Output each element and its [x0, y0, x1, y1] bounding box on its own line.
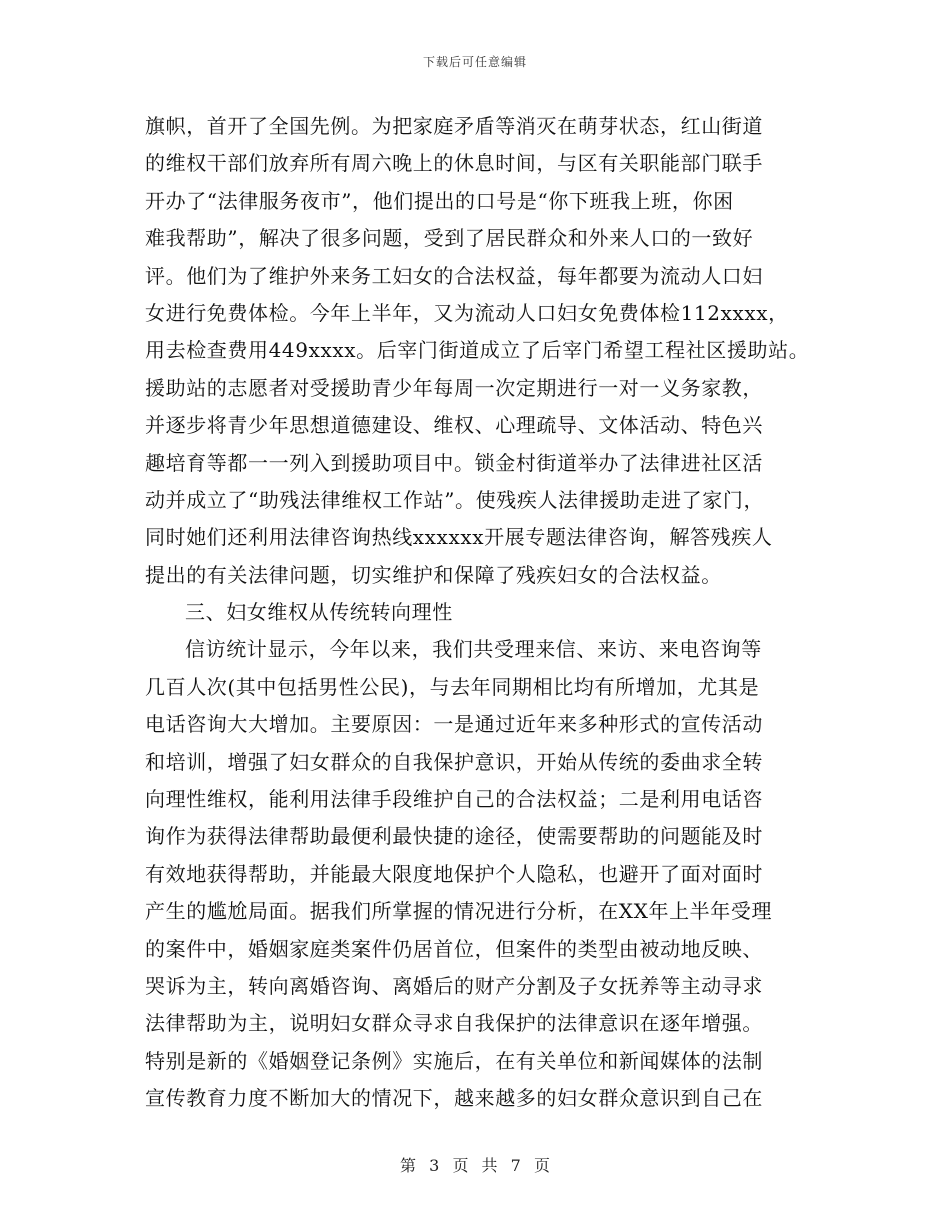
text-line: 同时她们还利用法律咨询热线xxxxxx开展专题法律咨询，解答残疾人	[145, 525, 773, 550]
text-line: 产生的尴尬局面。据我们所掌握的情况进行分析，在XX年上半年受理	[145, 899, 773, 924]
footer-suffix: 页	[533, 1156, 550, 1175]
footer-page-word: 页	[452, 1156, 469, 1175]
total-pages-number: 7	[510, 1156, 521, 1175]
text-line: 的案件中，婚姻家庭类案件仍居首位，但案件的类型由被动地反映、	[145, 936, 763, 961]
text-line: 几百人次(其中包括男性公民)，与去年同期相比均有所增加，尤其是	[145, 674, 760, 699]
paragraph-first-line: 信访统计显示，今年以来，我们共受理来信、来访、来电咨询等	[185, 637, 762, 662]
footer-prefix: 第	[400, 1156, 417, 1175]
text-line: 评。他们为了维护外来务工妇女的合法权益，每年都要为流动人口妇	[145, 263, 763, 288]
header-caption: 下载后可任意编辑	[422, 55, 527, 69]
text-line: 和培训，增强了妇女群众的自我保护意识，开始从传统的委曲求全转	[145, 749, 763, 774]
text-line: 宣传教育力度不断加大的情况下，越来越多的妇女群众意识到自己在	[145, 1086, 763, 1111]
text-line: 旗帜，首开了全国先例。为把家庭矛盾等消灭在萌芽状态，红山街道	[145, 114, 763, 138]
text-line: 并逐步将青少年思想道德建设、维权、心理疏导、文体活动、特色兴	[145, 413, 763, 438]
text-line: 提出的有关法律问题，切实维护和保障了残疾妇女的合法权益。	[145, 562, 722, 587]
text-line: 电话咨询大大增加。主要原因：一是通过近年来多种形式的宣传活动	[145, 712, 763, 737]
page-header	[0, 53, 950, 70]
text-line: 援助站的志愿者对受援助青少年每周一次定期进行一对一义务家教，	[145, 375, 763, 400]
text-line: 询作为获得法律帮助最便利最快捷的途径，使需要帮助的问题能及时	[145, 824, 763, 849]
text-line: 动并成立了“助残法律维权工作站”。使残疾人法律援助走进了家门，	[145, 487, 765, 512]
footer-total-word: 共	[481, 1156, 498, 1175]
text-line: 向理性维权，能利用法律手段维护自己的合法权益；二是利用电话咨	[145, 787, 763, 812]
text-line: 特别是新的《婚姻登记条例》实施后，在有关单位和新闻媒体的法制	[145, 1048, 763, 1073]
document-body	[145, 108, 825, 1118]
text-line: 难我帮助”，解决了很多问题，受到了居民群众和外来人口的一致好	[145, 226, 754, 251]
text-line: 女进行免费体检。今年上半年，又为流动人口妇女免费体检112xxxx，	[145, 300, 789, 325]
text-line: 用去检查费用449xxxx。后宰门街道成立了后宰门希望工程社区援助站。	[145, 338, 810, 363]
text-line: 哭诉为主，转向离婚咨询、离婚后的财产分割及子女抚养等主动寻求	[145, 973, 763, 998]
text-line: 的维权干部们放弃所有周六晚上的休息时间，与区有关职能部门联手	[145, 151, 763, 176]
current-page-number: 3	[429, 1156, 440, 1175]
text-line: 有效地获得帮助，并能最大限度地保护个人隐私，也避开了面对面时	[145, 861, 763, 886]
section-heading: 三、妇女维权从传统转向理性	[185, 600, 453, 625]
page-footer	[0, 1153, 950, 1176]
text-line: 趣培育等都一一列入到援助项目中。锁金村街道举办了法律进社区活	[145, 450, 763, 475]
text-line: 开办了“法律服务夜市”，他们提出的口号是“你下班我上班，你困	[145, 188, 734, 213]
text-line: 法律帮助为主，说明妇女群众寻求自我保护的法律意识在逐年增强。	[145, 1011, 763, 1036]
